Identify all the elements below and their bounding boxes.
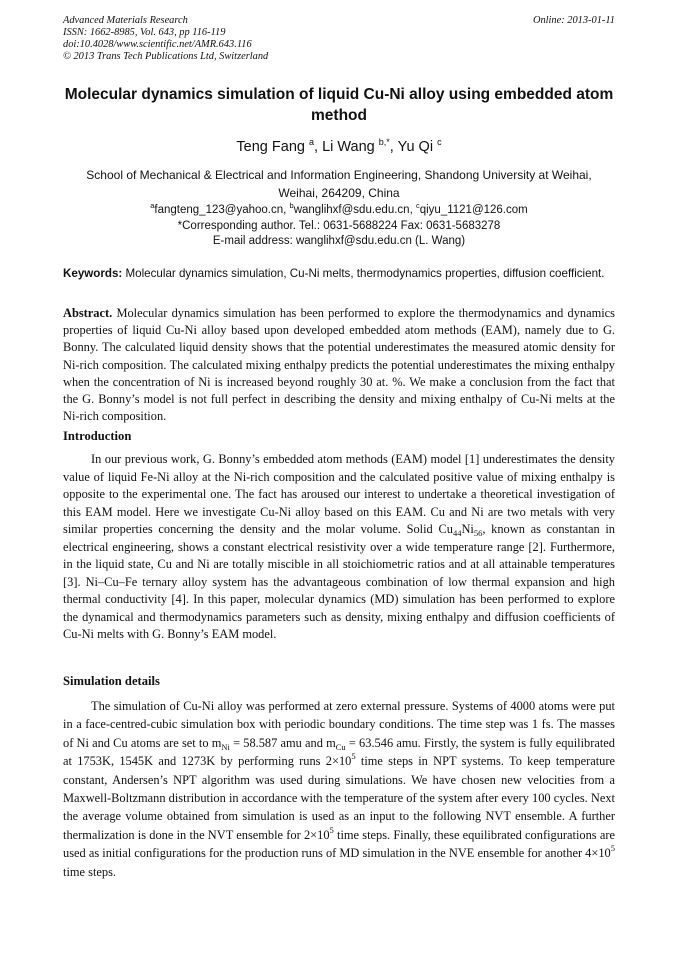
paper-title: Molecular dynamics simulation of liquid Cu-Ni alloy using embedded atom method — [64, 86, 614, 124]
contact-block — [63, 203, 615, 250]
keywords — [63, 266, 615, 282]
author-name: Yu Qi — [397, 139, 434, 155]
email-address: E-mail address: wanglihxf@sdu.edu.cn (L. Wang) — [212, 235, 466, 248]
corresponding-author: *Corresponding author. Tel.: 0631-5688224 Fax: 0631-5683278 — [177, 219, 501, 232]
abstract — [63, 305, 615, 425]
journal-name: Advanced Materials Research — [63, 15, 188, 26]
affiliation — [63, 167, 615, 202]
introduction-paragraph: In our previous work, G. Bonny’s embedded atom methods (EAM) model [1] underestimates the density value of liquid Fe-Ni alloy at the Ni-rich composition and the calculated positive value of mixing enthalpy is opposite to the experimental one. The fact has aroused our interest to undertake a theoretical investigation of this EAM model. Here we investigate Cu-Ni alloy based on this EAM. Cu and Ni are two metals with very similar properties concerning the density and the molar volume. Solid $Cu_{44}Ni_{56}$, known as constantan in electrical engineering, shows a constant electrical resistivity over a wide temperature range [2]. Furthermore, in the liquid state, Cu and Ni are totally miscible in all stoichiometric ratios and at all attainable temperatures [3]. Ni–Cu–Fe ternary alloy system has the advantageous combination of low thermal expansion and high thermal conductivity [4]. In this paper, molecular dynamics (MD) simulation has been performed to explore the dynamical and thermodynamics parameters such as density, mixing enthalpy and diffusion coefficients of Cu-Ni melts with G. Bonny’s EAM model. — [63, 452, 615, 641]
issn-line: ISSN: 1662-8985, Vol. 643, pp 116-119 — [63, 27, 226, 38]
author-name: Li Wang — [322, 139, 375, 155]
keywords-label: Keywords: — [63, 267, 123, 280]
journal-header — [63, 15, 615, 63]
online-date: Online: 2013-01-11 — [532, 15, 615, 26]
doi-line: doi:10.4028/www.scientific.net/AMR.643.116 — [63, 39, 252, 50]
author-marker: c — [437, 137, 442, 147]
affiliation-line: Weihai, 264209, China — [278, 185, 400, 200]
author-list: Teng Fang $^a$, Li Wang $^{b,*}$, Yu Qi $^c$ — [236, 137, 442, 155]
copyright-line: © 2013 Trans Tech Publications Ltd, Switzerland — [63, 51, 269, 62]
author-marker: b,* — [378, 137, 390, 147]
author-name: Teng Fang — [236, 139, 305, 155]
author-emails: $^a$fangteng_123@yahoo.cn, $^b$wanglihxf@sdu.edu.cn, $^c$qiyu_1121@126.com — [150, 201, 528, 216]
abstract-text: Molecular dynamics simulation has been performed to explore the thermodynamics and dynamics properties of liquid Cu-Ni alloy based upon developed embedded atom methods (EAM), namely due to G. Bonny. The calculated liquid density shows that the potential underestimates the measured atomic density for Ni-rich composition. The calculated mixing enthalpy predicts the potential underestimates the mixing enthalpy when the concentration of Ni is increased beyond roughly 30 at. %. We make a conclusion from the fact that the G. Bonny’s model is not full perfect in describing the density and mixing enthalpy of Cu-Ni melts at the Ni-rich composition. — [63, 306, 615, 424]
simulation-paragraph: The simulation of Cu-Ni alloy was performed at zero external pressure. Systems of 4000 atoms were put in a face-centred-cubic simulation box with periodic boundary conditions. The time step was 1 fs. The masses of Ni and Cu atoms are set to $m_{Ni} = 58.587$ amu and $m_{Cu} = 63.546$ amu. Firstly, the system is fully equilibrated at 1753K, 1545K and 1273K by performing runs $2\times 10^5$ time steps in NPT systems. To keep temperature constant, Andersen’s NPT algorithm was used during simulations. We have chosen new velocities from a Maxwell-Boltzmann distribution in accordance with the temperature of the system after every 100 cycles. Next the average volume obtained from simulation is used as an input to the following NVT ensemble. A further thermalization is done in the NVT ensemble for $2\times 10^5$ time steps. Finally, these equilibrated configurations are used as initial configurations for the production runs of MD simulation in the NVE ensemble for another $4\times 10^5$ time steps. — [63, 699, 615, 879]
section-heading-simulation: Simulation details — [63, 674, 160, 688]
section-heading-introduction: Introduction — [63, 429, 132, 443]
affiliation-line: School of Mechanical & Electrical and Information Engineering, Shandong University at Weihai, — [86, 168, 592, 182]
author-marker: a — [308, 137, 314, 147]
abstract-label: Abstract. — [63, 306, 113, 320]
keywords-text: Molecular dynamics simulation, Cu-Ni melts, thermodynamics properties, diffusion coefficient. — [122, 267, 605, 280]
